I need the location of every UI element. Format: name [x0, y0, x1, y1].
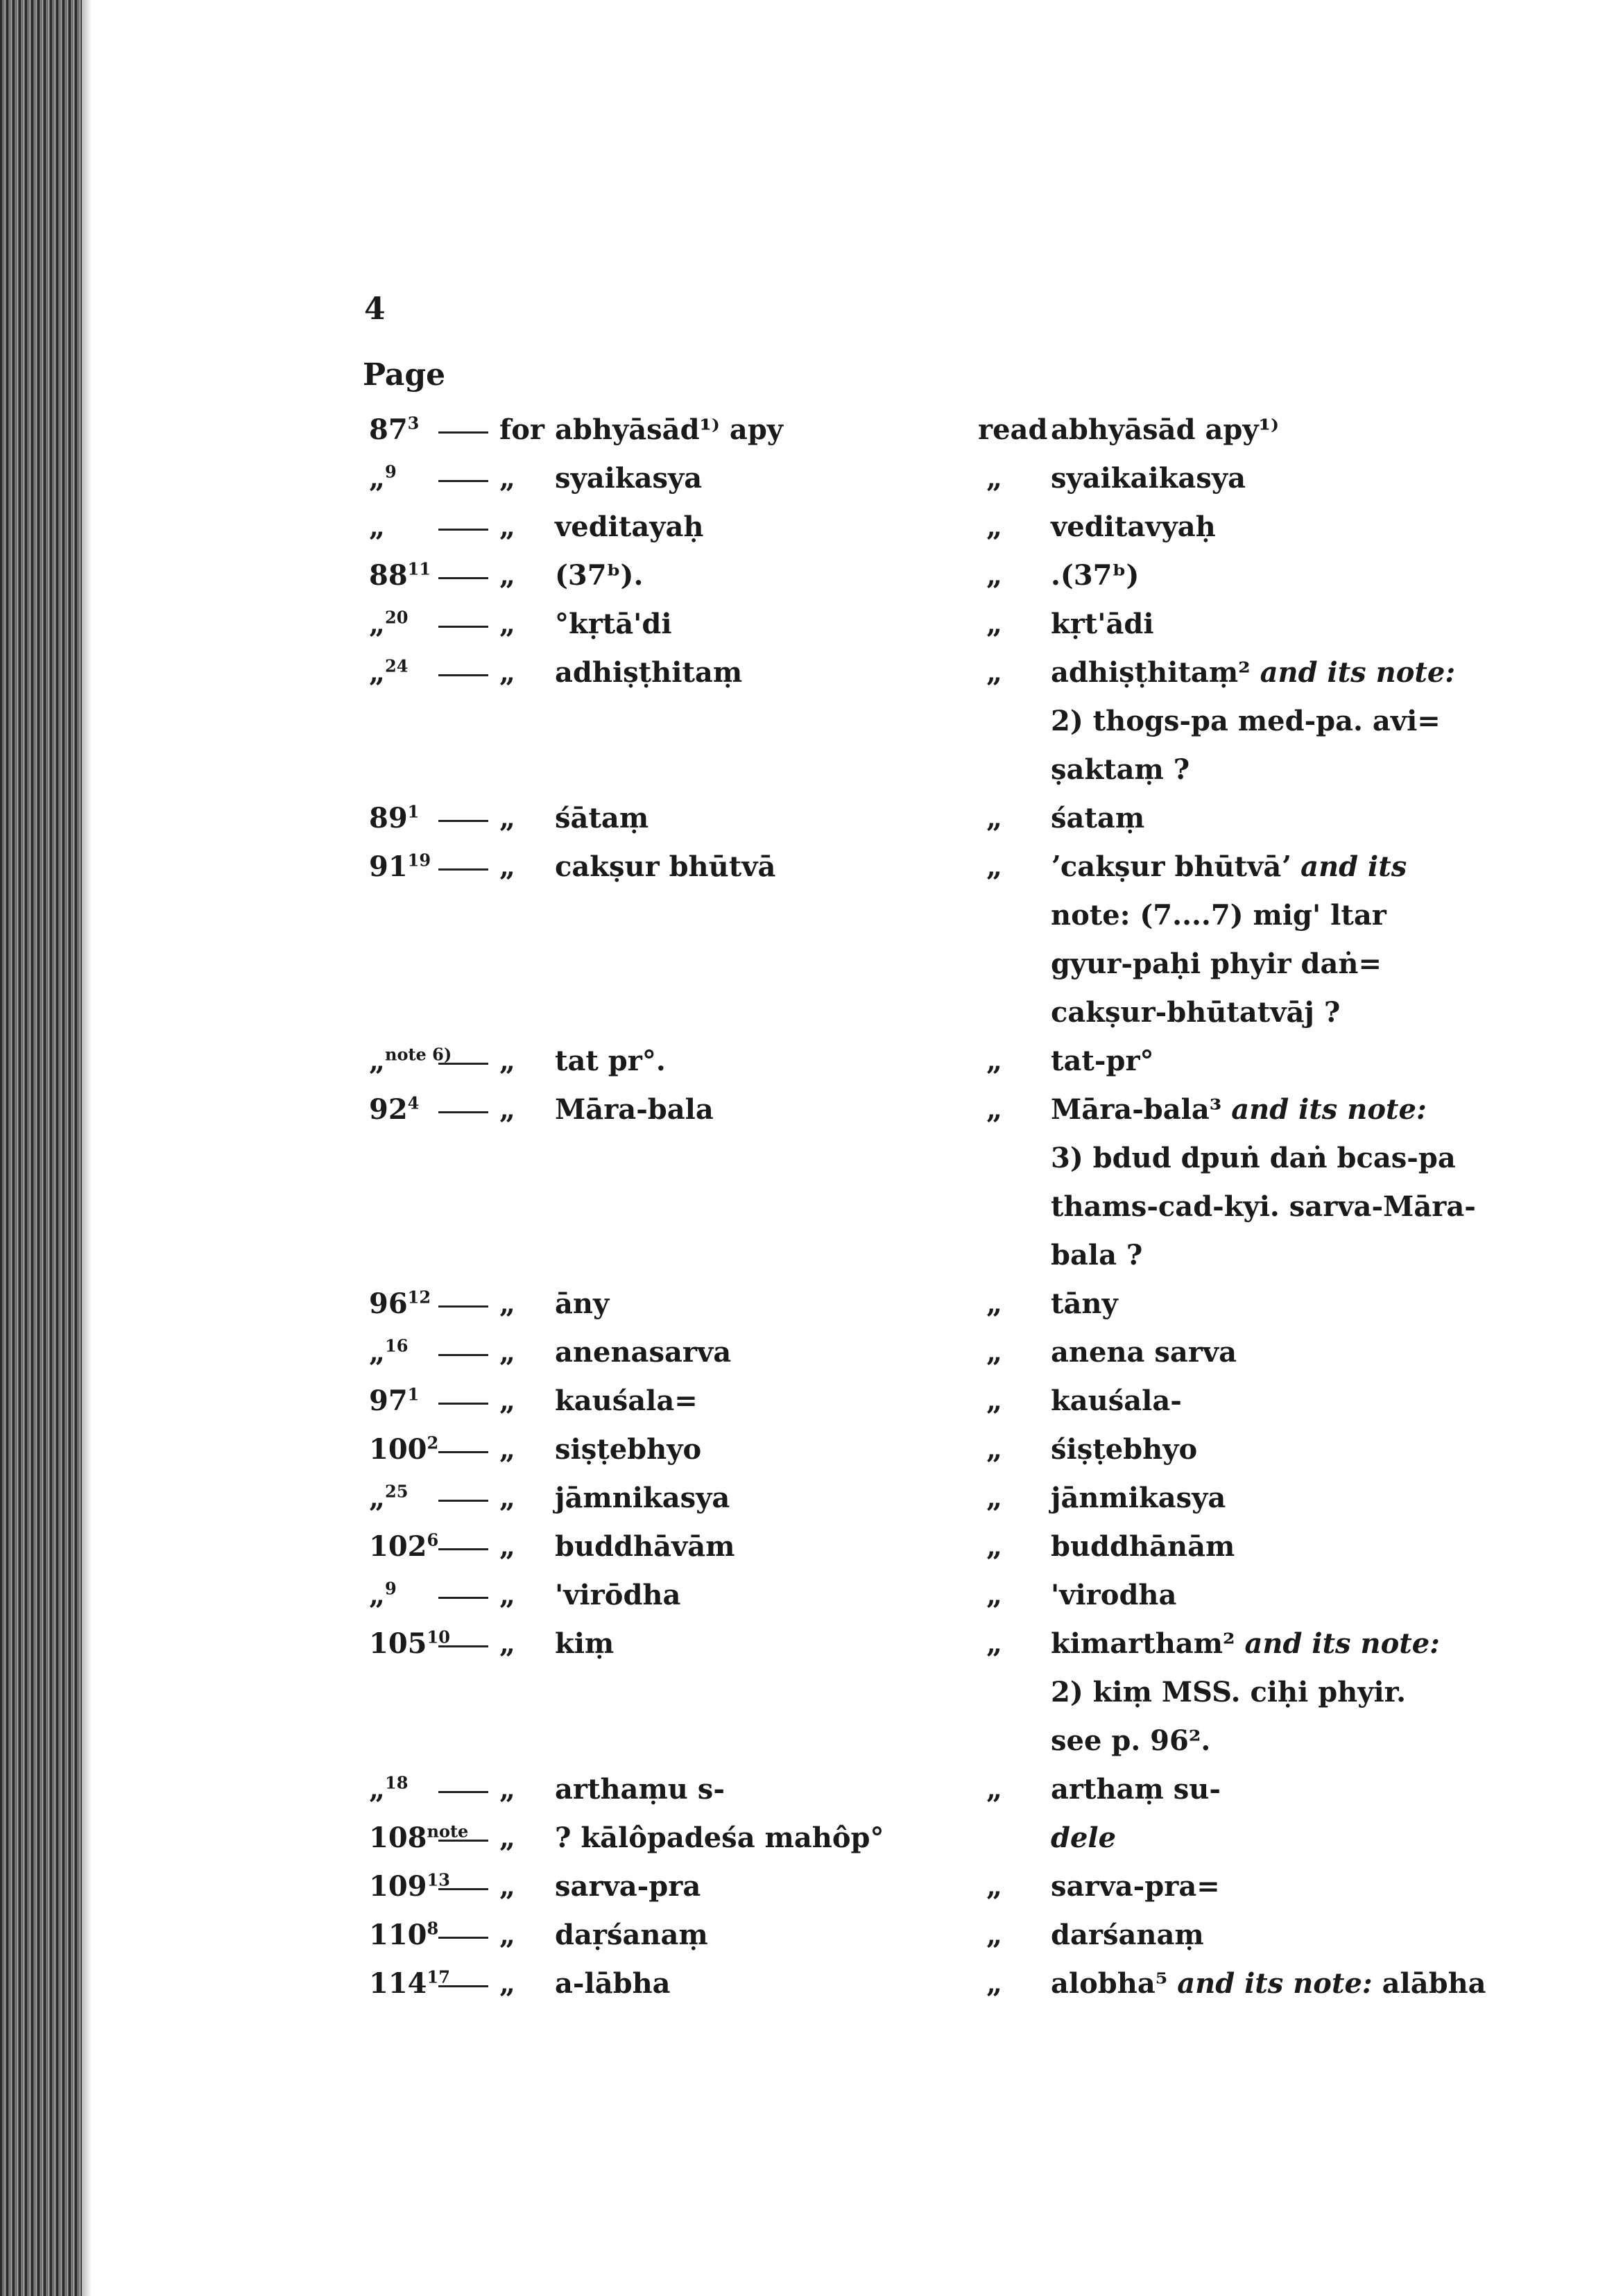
page-line-reference: $88^{11}$ — [369, 558, 431, 592]
dash-line — [438, 1063, 488, 1065]
erroneous-text: anenasarva — [555, 1336, 732, 1369]
ditto-mark: „ — [499, 1093, 516, 1126]
line-number: 9 — [385, 1578, 397, 1599]
errata-row — [0, 1817, 1623, 1867]
rule-dash — [438, 652, 501, 694]
dash-line — [438, 1791, 488, 1793]
page-line-reference: „$^{note 6)}$ — [369, 1044, 452, 1077]
dash-line — [438, 577, 488, 579]
ditto-mark: „ — [986, 656, 1003, 689]
ditto-mark: „ — [499, 1967, 516, 2000]
ditto-mark: „ — [499, 511, 516, 543]
rule-dash — [438, 1380, 501, 1422]
errata-row — [0, 1575, 1623, 1625]
line-number: note 6) — [385, 1044, 452, 1065]
page-line-reference: $108^{note}$ — [369, 1821, 469, 1854]
line-number: 25 — [385, 1481, 409, 1502]
errata-row — [0, 1526, 1623, 1576]
rule-dash — [438, 1429, 501, 1471]
errata-row — [0, 1963, 1623, 2013]
page-line-reference: $89^1$ — [369, 801, 420, 834]
ditto-mark: „ — [499, 1579, 516, 1611]
rule-dash — [438, 1526, 501, 1568]
errata-row — [0, 1138, 1623, 1188]
correction-continuation: 3) bdud dpuṅ daṅ bcas-pa — [1051, 1142, 1456, 1174]
erroneous-text: cakṣur bhūtvā — [555, 850, 776, 883]
page-line-reference: $87^3$ — [369, 413, 420, 446]
errata-row — [0, 895, 1623, 945]
dash-line — [438, 1937, 488, 1939]
ditto-mark: „ — [986, 511, 1003, 543]
ditto-mark: „ — [499, 1336, 516, 1369]
errata-row — [0, 555, 1623, 605]
rule-dash — [438, 1040, 501, 1082]
dash-line — [438, 1354, 488, 1356]
rule-dash — [438, 846, 501, 888]
line-number: 24 — [385, 656, 409, 676]
line-number: 12 — [407, 1287, 431, 1308]
corrected-text: kṛt'ādi — [1051, 608, 1154, 640]
erroneous-text: ? kālôpadeśa mahôp° — [555, 1822, 884, 1854]
corrected-text: darśanaṃ — [1051, 1919, 1204, 1951]
erroneous-text: daṛśanaṃ — [555, 1919, 708, 1951]
rule-dash — [438, 458, 501, 499]
ditto-mark: „ — [499, 1433, 516, 1466]
line-number: 19 — [407, 850, 431, 871]
line-number: 3 — [407, 413, 420, 434]
ditto-mark: „ — [986, 1627, 1003, 1660]
errata-row — [0, 1089, 1623, 1139]
rule-dash — [438, 1963, 501, 2005]
page-line-reference: $91^{19}$ — [369, 850, 431, 883]
line-number: note — [427, 1821, 469, 1842]
ditto-mark: „ — [499, 1530, 516, 1563]
ditto-mark: „ — [499, 1822, 516, 1854]
dash-line — [438, 1888, 488, 1890]
rule-dash — [438, 1866, 501, 1908]
dash-line — [438, 868, 488, 871]
errata-row — [0, 603, 1623, 653]
page-line-reference: „$^{18}$ — [369, 1772, 409, 1806]
page-line-reference: $105^{10}$ — [369, 1627, 450, 1660]
page-line-reference: $109^{13}$ — [369, 1869, 450, 1903]
page-line-reference: $96^{12}$ — [369, 1287, 431, 1320]
ditto-mark: „ — [499, 1870, 516, 1903]
errata-row — [0, 943, 1623, 993]
line-number: 10 — [427, 1627, 450, 1647]
errata-row — [0, 1332, 1623, 1382]
ditto-mark: „ — [499, 1919, 516, 1951]
errata-row — [0, 1720, 1623, 1770]
correction-continuation: thams-cad-kyi. sarva-Māra- — [1051, 1190, 1476, 1223]
errata-row — [0, 652, 1623, 702]
errata-row — [0, 1769, 1623, 1819]
erroneous-text: (37ᵇ). — [555, 559, 644, 592]
page-line-reference: $110^8$ — [369, 1918, 439, 1951]
ditto-mark: „ — [986, 1482, 1003, 1514]
ditto-mark: „ — [499, 656, 516, 689]
rule-dash — [438, 506, 501, 548]
erroneous-text: 'virōdha — [555, 1579, 681, 1611]
editorial-note: and its note: — [1167, 1967, 1373, 2000]
errata-row — [0, 409, 1623, 459]
rule-dash — [438, 1089, 501, 1131]
errata-row — [0, 1477, 1623, 1527]
correction-continuation: ṣaktaṃ ? — [1051, 753, 1190, 786]
corrected-text: Māra-bala³ and its note: — [1051, 1093, 1427, 1126]
erroneous-text: siṣṭebhyo — [555, 1433, 702, 1466]
erroneous-text: Māra-bala — [555, 1093, 714, 1126]
corrected-text: sarva-pra= — [1051, 1870, 1220, 1903]
erroneous-text: tat pr°. — [555, 1045, 666, 1077]
ditto-mark: „ — [499, 850, 516, 883]
erroneous-text: śātaṃ — [555, 802, 649, 834]
errata-row — [0, 798, 1623, 848]
corrected-text: kimartham² and its note: — [1051, 1627, 1440, 1660]
ditto-mark: „ — [986, 1919, 1003, 1951]
line-number: 1 — [407, 801, 420, 822]
ditto-mark: „ — [986, 1773, 1003, 1806]
correction-continuation: 2) kiṃ MSS. ciḥi phyir. — [1051, 1676, 1407, 1708]
editorial-note: and its note: — [1235, 1627, 1440, 1660]
page-line-reference: $102^6$ — [369, 1530, 439, 1563]
page-line-reference: „$^{20}$ — [369, 607, 409, 640]
line-number: 9 — [385, 461, 397, 482]
ditto-mark: „ — [986, 1287, 1003, 1320]
rule-dash — [438, 1623, 501, 1665]
rule-dash — [438, 1283, 501, 1325]
ditto-mark: „ — [986, 1433, 1003, 1466]
line-number: 4 — [407, 1093, 420, 1113]
errata-row — [0, 749, 1623, 799]
corrected-text: alobha⁵ and its note: alābha — [1051, 1967, 1486, 2000]
ditto-mark: „ — [499, 1385, 516, 1417]
line-number: 18 — [385, 1772, 409, 1793]
erroneous-text: kauśala= — [555, 1385, 698, 1417]
erroneous-text: arthaṃu s- — [555, 1773, 725, 1806]
corrected-text: jānmikasya — [1051, 1482, 1226, 1514]
ditto-mark: „ — [986, 1045, 1003, 1077]
ditto-mark: „ — [986, 802, 1003, 834]
dash-line — [438, 1597, 488, 1599]
errata-row — [0, 1914, 1623, 1964]
dash-line — [438, 529, 488, 531]
ditto-mark: „ — [499, 608, 516, 640]
erroneous-text: āny — [555, 1287, 610, 1320]
ditto-mark: „ — [499, 1482, 516, 1514]
rule-dash — [438, 1817, 501, 1859]
line-number: 13 — [427, 1869, 450, 1890]
ditto-mark: „ — [986, 850, 1003, 883]
errata-row — [0, 1040, 1623, 1090]
page-line-reference: „$^{25}$ — [369, 1481, 409, 1514]
ditto-mark: „ — [986, 1579, 1003, 1611]
errata-row — [0, 1186, 1623, 1236]
erroneous-text: sarva-pra — [555, 1870, 701, 1903]
page-line-reference: „$^9$ — [369, 1578, 397, 1611]
page-column-header: Page — [363, 357, 446, 393]
erroneous-text: kiṃ — [555, 1627, 615, 1660]
ditto-mark: „ — [499, 559, 516, 592]
dash-line — [438, 1403, 488, 1405]
errata-row — [0, 701, 1623, 751]
line-number: 11 — [407, 558, 431, 579]
ditto-mark: „ — [499, 462, 516, 495]
correction-continuation: bala ? — [1051, 1239, 1143, 1271]
ditto-mark: „ — [499, 1287, 516, 1320]
errata-row — [0, 1380, 1623, 1430]
rule-dash — [438, 409, 501, 451]
corrected-text: anena sarva — [1051, 1336, 1237, 1369]
dash-line — [438, 674, 488, 676]
page-line-reference: $92^4$ — [369, 1093, 420, 1126]
errata-row — [0, 992, 1623, 1042]
line-number: 16 — [385, 1335, 409, 1356]
ditto-mark: „ — [499, 802, 516, 834]
ditto-mark: „ — [986, 462, 1003, 495]
for-label: for — [499, 413, 544, 446]
page-number: 4 — [364, 291, 386, 327]
errata-row — [0, 1429, 1623, 1479]
rule-dash — [438, 1575, 501, 1616]
dash-line — [438, 1111, 488, 1113]
corrected-text: tāny — [1051, 1287, 1118, 1320]
corrected-text: kauśala- — [1051, 1385, 1182, 1417]
corrected-text: abhyāsād apy¹⁾ — [1051, 413, 1280, 446]
correction-continuation: 2) thogs-pa med-pa. avi= — [1051, 705, 1441, 737]
ditto-mark: „ — [986, 559, 1003, 592]
editorial-note: dele — [1051, 1822, 1117, 1854]
corrected-text: arthaṃ su- — [1051, 1773, 1221, 1806]
erroneous-text: syaikasya — [555, 462, 703, 495]
editorial-note: and its note: — [1250, 656, 1456, 689]
line-number: 17 — [427, 1967, 450, 1987]
rule-dash — [438, 1477, 501, 1519]
page-line-reference: $114^{17}$ — [369, 1967, 450, 2000]
erroneous-text: adhiṣṭhitaṃ — [555, 656, 743, 689]
dash-line — [438, 626, 488, 628]
erroneous-text: veditayaḥ — [555, 511, 704, 543]
errata-row — [0, 846, 1623, 896]
page-line-reference: $100^2$ — [369, 1432, 439, 1466]
corrected-text: śiṣṭebhyo — [1051, 1433, 1198, 1466]
corrected-text: buddhānām — [1051, 1530, 1235, 1563]
corrected-text: veditavyaḥ — [1051, 511, 1216, 543]
read-label: read — [978, 413, 1048, 446]
line-number: 20 — [385, 607, 409, 628]
dash-line — [438, 480, 488, 482]
errata-row — [0, 1283, 1623, 1333]
dash-line — [438, 1645, 488, 1647]
rule-dash — [438, 1332, 501, 1373]
correction-continuation: cakṣur-bhūtatvāj ? — [1051, 996, 1341, 1029]
erroneous-text: °kṛtā'di — [555, 608, 672, 640]
errata-row — [0, 1672, 1623, 1722]
corrected-text: tat-pr° — [1051, 1045, 1154, 1077]
dash-line — [438, 820, 488, 822]
dash-line — [438, 1500, 488, 1502]
corrected-text: .(37ᵇ) — [1051, 559, 1140, 592]
ditto-mark: „ — [986, 1530, 1003, 1563]
corrected-text: ʼcakṣur bhūtvāʼ and its — [1051, 850, 1407, 883]
rule-dash — [438, 798, 501, 839]
line-number: 2 — [427, 1432, 439, 1453]
line-number: 6 — [427, 1530, 439, 1550]
correction-continuation: see p. 96². — [1051, 1724, 1211, 1757]
errata-row — [0, 506, 1623, 556]
corrected-text: syaikaikasya — [1051, 462, 1246, 495]
editorial-note: and its — [1291, 850, 1407, 883]
errata-row — [0, 1235, 1623, 1285]
errata-row — [0, 458, 1623, 508]
dash-line — [438, 1548, 488, 1550]
corrected-text: śataṃ — [1051, 802, 1145, 834]
ditto-mark: „ — [986, 1870, 1003, 1903]
dash-line — [438, 431, 488, 434]
page-line-reference: $97^1$ — [369, 1384, 420, 1417]
erroneous-text: abhyāsād¹⁾ apy — [555, 413, 784, 446]
ditto-mark: „ — [986, 1967, 1003, 2000]
rule-dash — [438, 1914, 501, 1956]
ditto-mark: „ — [986, 608, 1003, 640]
rule-dash — [438, 555, 501, 597]
erroneous-text: a-lābha — [555, 1967, 671, 2000]
line-number: 1 — [407, 1384, 420, 1405]
ditto-mark: „ — [499, 1773, 516, 1806]
page-line-reference: „$^9$ — [369, 461, 397, 495]
dash-line — [438, 1840, 488, 1842]
ditto-mark: „ — [986, 1385, 1003, 1417]
rule-dash — [438, 603, 501, 645]
erroneous-text: buddhāvām — [555, 1530, 735, 1563]
editorial-note: and its note: — [1221, 1093, 1427, 1126]
ditto-mark: „ — [986, 1093, 1003, 1126]
ditto-mark: „ — [499, 1045, 516, 1077]
corrected-text: 'virodha — [1051, 1579, 1177, 1611]
page-line-reference: „$^{16}$ — [369, 1335, 409, 1369]
dash-line — [438, 1985, 488, 1987]
correction-continuation: gyur-paḥi phyir daṅ= — [1051, 948, 1382, 980]
errata-row — [0, 1866, 1623, 1916]
page-line-reference: „ — [369, 511, 386, 543]
ditto-mark: „ — [986, 1336, 1003, 1369]
dash-line — [438, 1451, 488, 1453]
ditto-mark: „ — [499, 1627, 516, 1660]
correction-continuation: note: (7....7) mig' ltar — [1051, 899, 1386, 932]
rule-dash — [438, 1769, 501, 1810]
corrected-text: adhiṣṭhitaṃ² and its note: — [1051, 656, 1456, 689]
corrected-text — [1051, 1817, 1467, 1859]
dash-line — [438, 1305, 488, 1308]
page-line-reference: „$^{24}$ — [369, 656, 409, 689]
erroneous-text: jāmnikasya — [555, 1482, 730, 1514]
errata-row — [0, 1623, 1623, 1673]
line-number: 8 — [427, 1918, 439, 1939]
